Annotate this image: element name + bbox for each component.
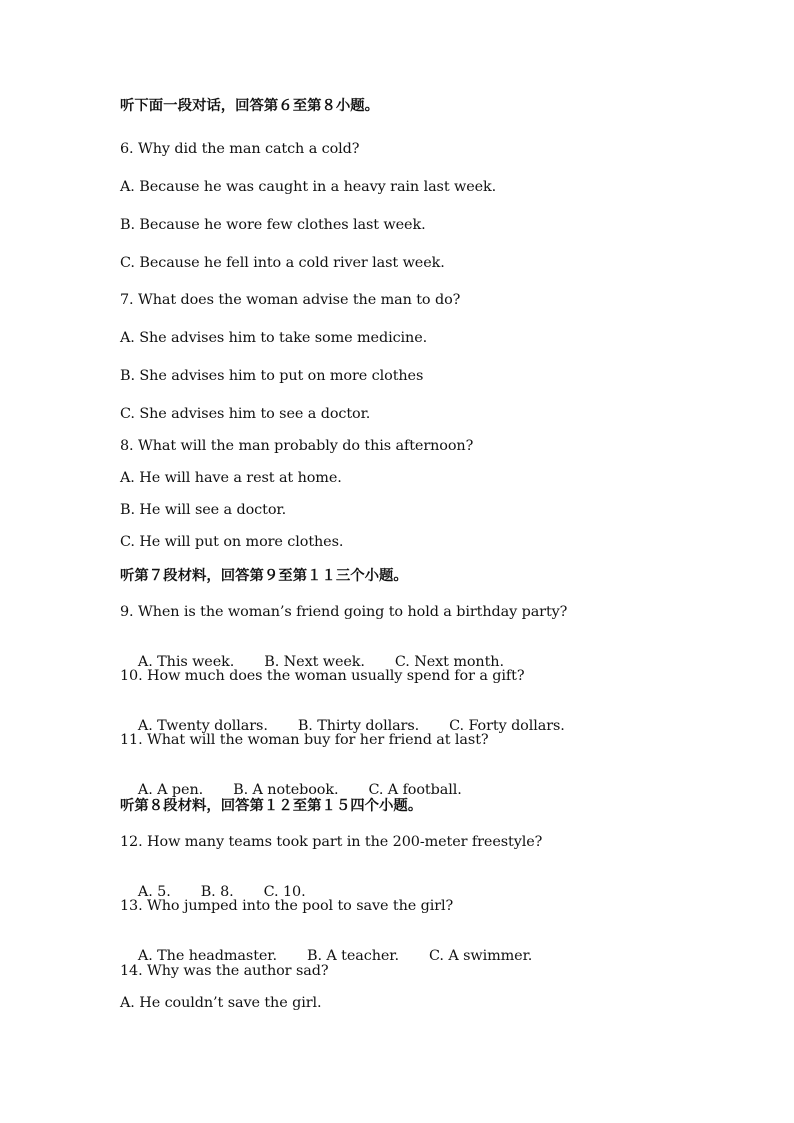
answer-option: C. She advises him to see a doctor. (120, 406, 371, 422)
answer-option: B. Next week. (264, 654, 365, 670)
answer-option: A. A pen. (137, 782, 204, 798)
answer-option: B. A teacher. (306, 948, 399, 964)
question-text: 7. What does the woman advise the man to do? (120, 292, 461, 308)
question-text: 6. Why did the man catch a cold? (120, 141, 360, 157)
answer-option: B. Thirty dollars. (297, 718, 420, 734)
section-heading: 听下面一段对话，回答第６至第８小题。 (120, 98, 380, 114)
answer-option: B. He will see a doctor. (120, 502, 287, 518)
answer-option: A. He will have a rest at home. (120, 470, 342, 486)
answer-option: A. She advises him to take some medicine. (120, 330, 428, 346)
answer-option: C. A football. (368, 782, 462, 798)
question-text: 13. Who jumped into the pool to save the girl? (120, 898, 454, 914)
answer-option: A. This week. (137, 654, 235, 670)
question-text: 9. When is the woman’s friend going to hold a birthday party? (120, 604, 568, 620)
question-text: 12. How many teams took part in the 200-meter freestyle? (120, 834, 543, 850)
answer-option: A. Because he was caught in a heavy rain last week. (120, 179, 497, 195)
answer-option: B. She advises him to put on more clothes (120, 368, 424, 384)
answer-option: A. 5. (137, 884, 171, 900)
question-text: 11. What will the woman buy for her friend at last? (120, 732, 489, 748)
answer-option: C. Next month. (394, 654, 504, 670)
answer-option: C. He will put on more clothes. (120, 534, 344, 550)
question-text: 14. Why was the author sad? (120, 963, 329, 979)
question-text: 8. What will the man probably do this afternoon? (120, 438, 474, 454)
answer-option: B. 8. (200, 884, 234, 900)
question-text: 10. How much does the woman usually spend for a gift? (120, 668, 525, 684)
section-heading: 听第７段材料，回答第９至第１１三个小题。 (120, 568, 408, 584)
answer-option: A. Twenty dollars. (137, 718, 268, 734)
answer-option: C. Because he fell into a cold river last week. (120, 255, 445, 271)
answer-option: C. Forty dollars. (449, 718, 565, 734)
answer-option: A. The headmaster. (137, 948, 277, 964)
section-heading: 听第８段材料，回答第１２至第１５四个小题。 (120, 798, 423, 814)
answer-option: B. A notebook. (233, 782, 339, 798)
answer-option: C. 10. (263, 884, 306, 900)
answer-option: B. Because he wore few clothes last week. (120, 217, 426, 233)
answer-option: A. He couldn’t save the girl. (120, 995, 322, 1011)
answer-option: C. A swimmer. (428, 948, 533, 964)
